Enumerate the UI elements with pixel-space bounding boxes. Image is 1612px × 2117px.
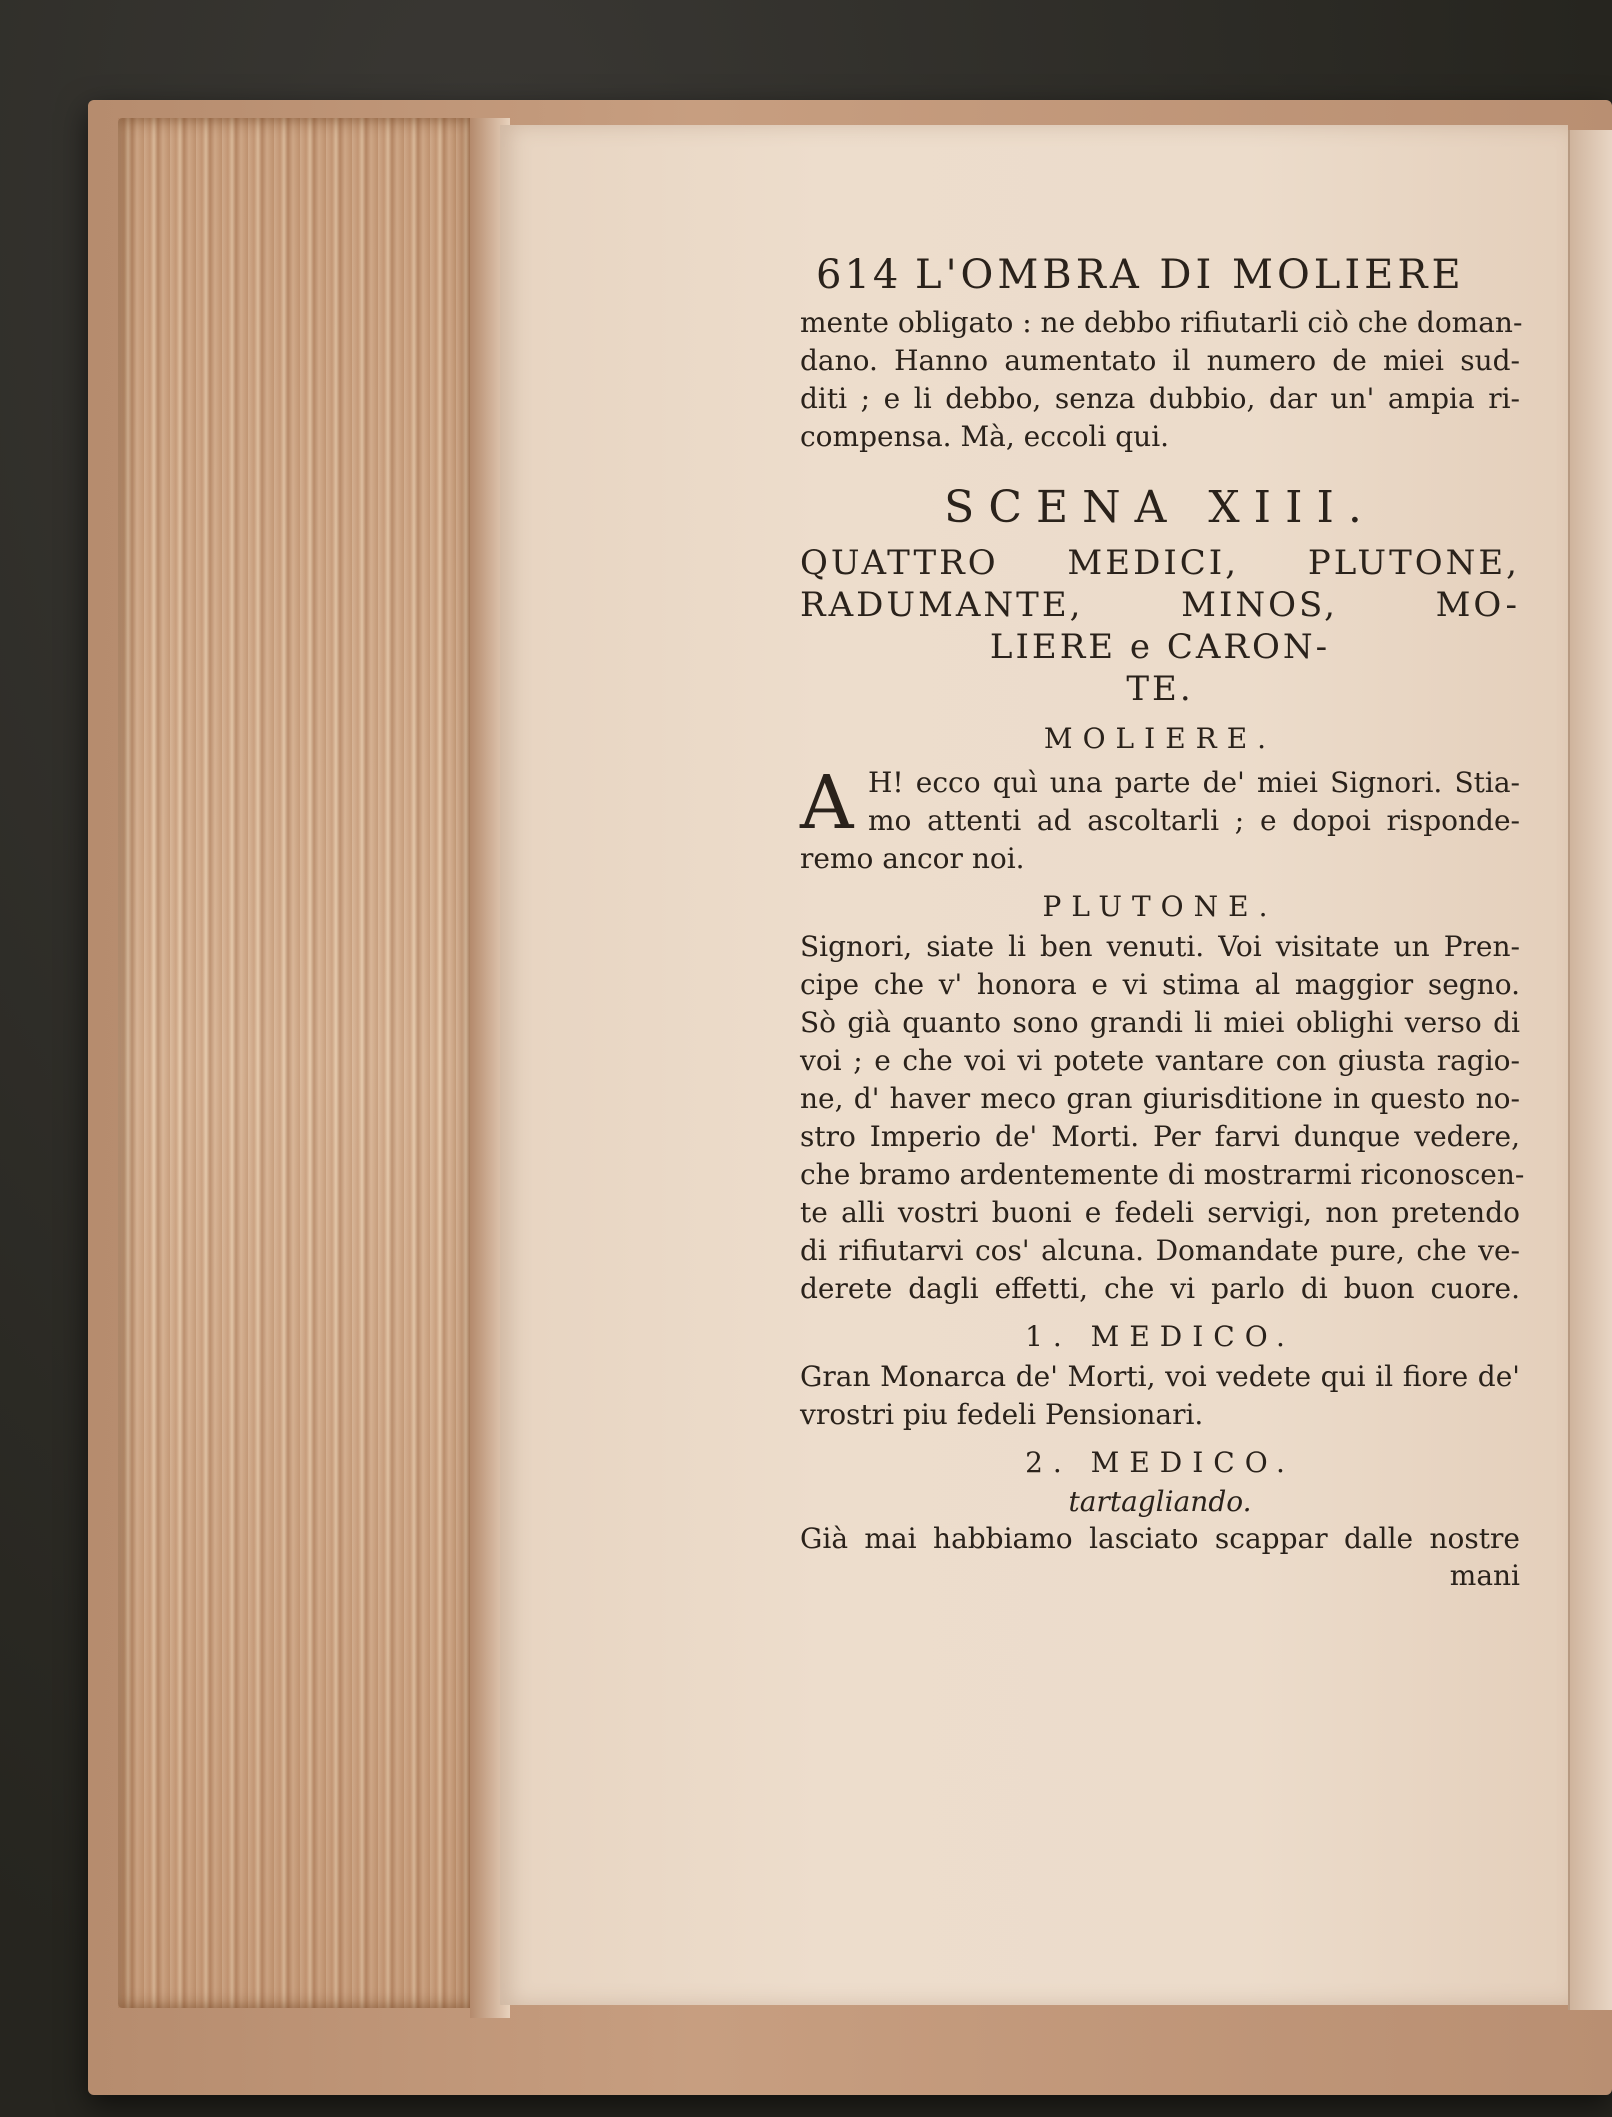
opening-paragraph [800,304,1523,456]
text-line: stro Imperio de' Morti. Per farvi dunque vedere, [800,1120,1520,1153]
text-line: vrostri piu fedeli Pensionari. [800,1398,1204,1431]
catchword: mani [1449,1559,1520,1592]
speaker-medico-1: 1. MEDICO. [1025,1320,1295,1353]
text-line: Gran Monarca de' Morti, voi vedete qui il fiore de' [800,1360,1520,1393]
text-line: Già mai habbiamo lasciato scappar dalle nostre [800,1522,1520,1555]
scene-title: SCENA XIII. [944,482,1376,533]
text-line: Signori, siate li ben venuti. Voi visitate un Pren- [800,930,1520,963]
scene-heading-line: QUATTRO MEDICI, PLUTONE, [800,543,1520,583]
speaker-moliere: MOLIERE. [1043,722,1277,755]
stage-direction: tartagliando. [1068,1485,1252,1518]
text-line: Sò già quanto sono grandi li miei oblighi verso di [800,1006,1520,1039]
text-line: compensa. Mà, eccoli qui. [800,420,1170,453]
speaker-medico-2: 2. MEDICO. [1025,1446,1295,1479]
text-line: diti ; e li debbo, senza dubbio, dar un' ampia ri- [800,382,1520,415]
text-line: dano. Hanno aumentato il numero de miei sud- [800,344,1520,377]
speech-medico-2 [800,1520,1520,1594]
speech-plutone [800,928,1525,1308]
text-line: derete dagli effetti, che vi parlo di buon cuore. [800,1272,1520,1305]
speech-medico-1 [800,1358,1520,1434]
speaker-plutone: PLUTONE. [1042,890,1278,923]
text-line: cipe che v' honora e vi stima al maggior segno. [800,968,1520,1001]
next-page-edge [1568,130,1612,2010]
scene-heading-line: TE. [1126,669,1194,709]
text-line: remo ancor noi. [800,842,1025,875]
text-line: ne, d' haver meco gran giurisditione in questo no- [800,1082,1520,1115]
text-line: te alli vostri buoni e fedeli servigi, non pretendo [800,1196,1520,1229]
scene-heading [800,542,1520,710]
scene-heading-line: RADUMANTE, MINOS, MO- [800,585,1520,625]
drop-cap: A [800,760,854,846]
text-line: di rifiutarvi cos' alcuna. Domandate pure, che ve- [800,1234,1520,1267]
text-line: H! ecco quì una parte de' miei Signori. Stia- [868,766,1520,799]
page-number: 614 [816,252,902,298]
running-title: L'OMBRA DI MOLIERE [915,252,1465,298]
text-line: mente obligato : ne debbo rifiutarli ciò che doman- [800,306,1523,339]
text-line: mo attenti ad ascoltarli ; e dopoi risponde- [868,804,1520,837]
scene-heading-line: LIERE e CARON- [989,627,1331,667]
text-line: voi ; e che voi vi potete vantare con giusta ragio- [800,1044,1520,1077]
page-header [800,252,1520,304]
speech-moliere [800,760,1520,878]
page-edges [118,118,478,2008]
page-text [800,252,1525,1594]
text-line: che bramo ardentemente di mostrarmi riconoscen- [800,1158,1525,1191]
